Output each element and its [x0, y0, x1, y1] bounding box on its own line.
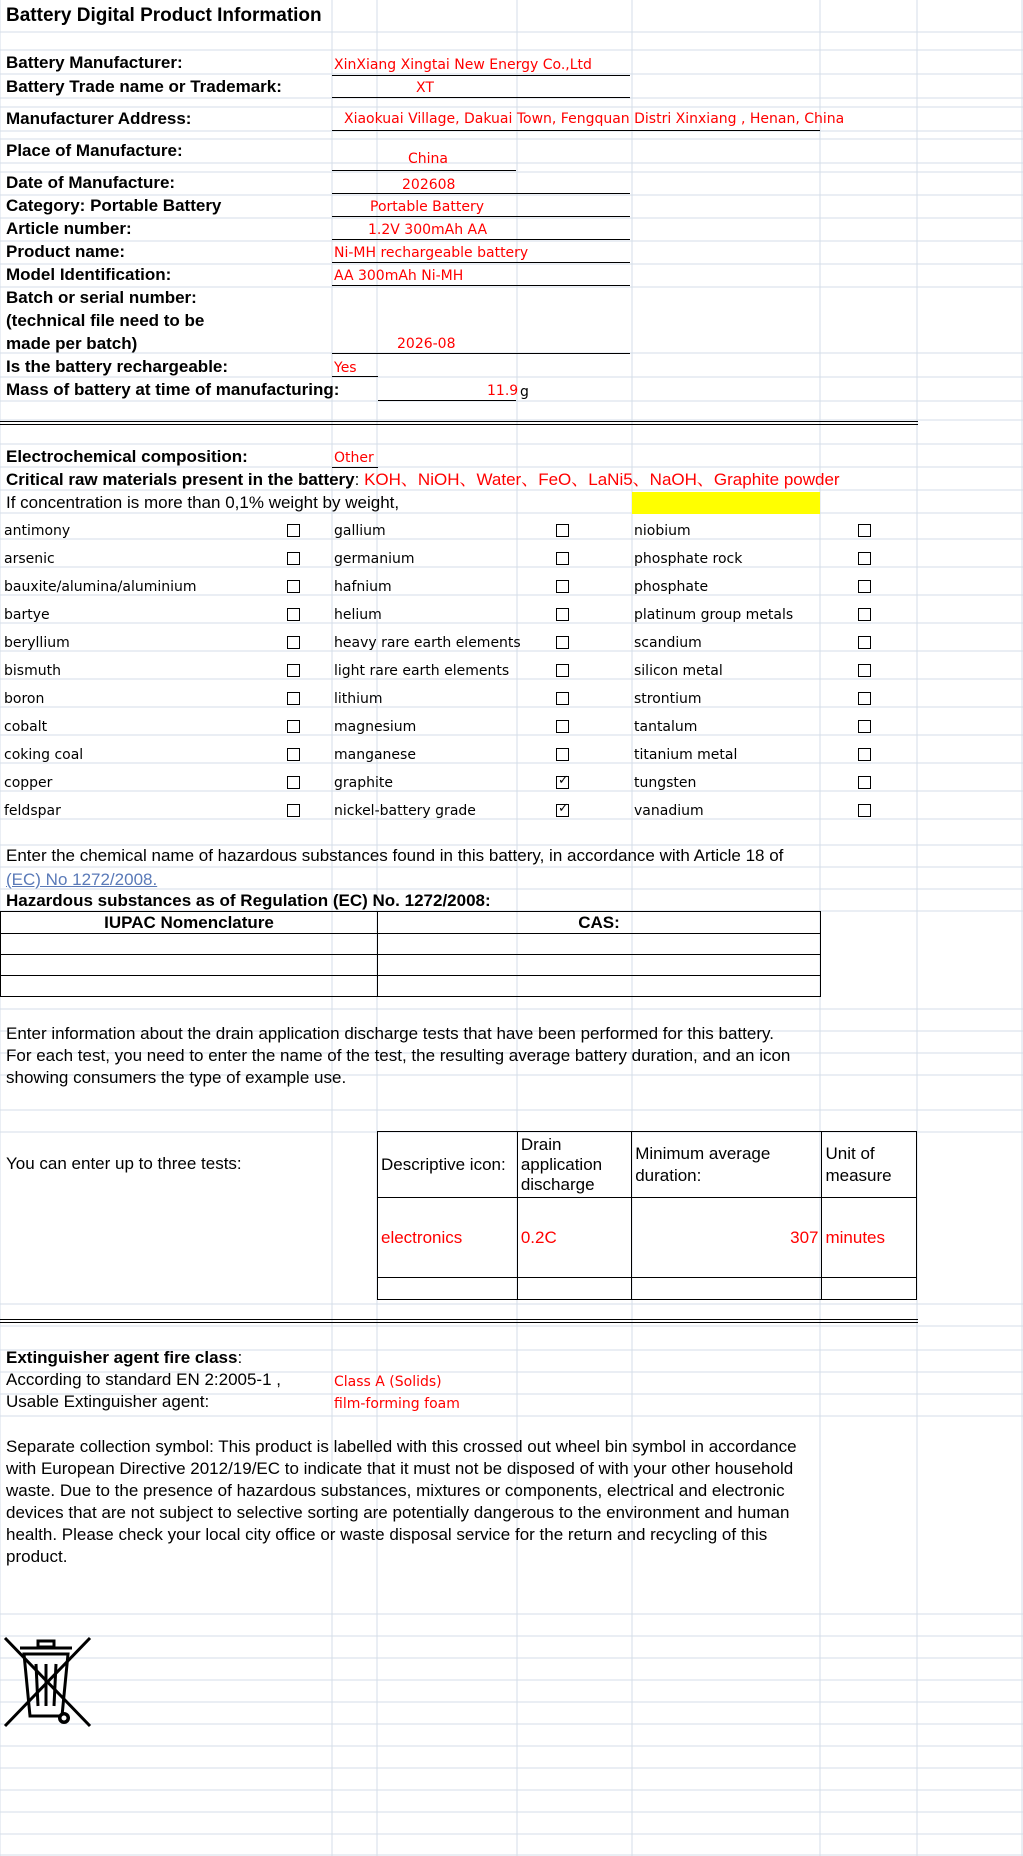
rechargeable-underline [332, 376, 378, 377]
material-checkbox-silicon-metal[interactable] [858, 664, 871, 677]
checkmark-icon: ✓ [558, 773, 569, 788]
empty-cell[interactable] [378, 1278, 518, 1300]
drain-header [517, 1132, 631, 1198]
extinguisher-label: Extinguisher agent fire class [6, 1348, 238, 1367]
material-label-tungsten: tungsten [634, 775, 697, 791]
trade-label: Battery Trade name or Trademark: [6, 77, 282, 96]
material-label-bismuth: bismuth [4, 663, 61, 679]
standard-label: According to standard EN 2:2005-1 , [6, 1370, 281, 1389]
material-label-phosphate: phosphate [634, 579, 709, 595]
row-min-cell[interactable]: 307 [632, 1198, 822, 1278]
material-checkbox-bartye[interactable] [287, 608, 300, 621]
material-checkbox-vanadium[interactable] [858, 804, 871, 817]
checkmark-icon: ✓ [558, 801, 569, 816]
material-checkbox-light-rare-earth-elements[interactable] [556, 664, 569, 677]
place-label: Place of Manufacture: [6, 141, 183, 160]
empty-cell[interactable] [822, 1278, 917, 1300]
product-label: Product name: [6, 242, 126, 261]
material-checkbox-boron[interactable] [287, 692, 300, 705]
drain-header-line2: application [520, 1154, 603, 1174]
material-checkbox-feldspar[interactable] [287, 804, 300, 817]
material-checkbox-tantalum[interactable] [858, 720, 871, 733]
material-checkbox-arsenic[interactable] [287, 552, 300, 565]
model-label: Model Identification: [6, 265, 172, 284]
material-checkbox-titanium-metal[interactable] [858, 748, 871, 761]
material-label-lithium: lithium [334, 691, 383, 707]
drain-header-line1: Drain [520, 1134, 562, 1154]
material-checkbox-nickel-battery-grade[interactable] [556, 801, 569, 817]
material-label-germanium: germanium [334, 551, 415, 567]
material-label-arsenic: arsenic [4, 551, 55, 567]
table-row [1, 976, 821, 997]
material-label-titanium-metal: titanium metal [634, 747, 738, 763]
date-value[interactable]: 202608 [402, 177, 456, 193]
batch-label-line2: (technical file need to be [6, 311, 205, 330]
mass-underline [378, 400, 516, 401]
material-label-coking-coal: coking coal [4, 747, 84, 763]
material-label-strontium: strontium [634, 691, 702, 707]
rechargeable-label: Is the battery rechargeable: [6, 357, 229, 376]
unit-header-line2: measure [825, 1165, 892, 1185]
composition-value[interactable]: Other [334, 450, 374, 466]
composition-label: Electrochemical composition: [6, 447, 248, 466]
material-label-graphite: graphite [334, 775, 393, 791]
material-checkbox-graphite[interactable] [556, 773, 569, 789]
article-value[interactable]: 1.2V 300mAh AA [368, 222, 488, 238]
address-value[interactable]: Xiaokuai Village, Dakuai Town, Fengquan Distri Xinxiang , Henan, China [344, 111, 845, 127]
discharge-intro-line1: Enter information about the drain application discharge tests that have been performed for this battery. [6, 1024, 774, 1043]
composition-underline [332, 467, 378, 468]
material-checkbox-bauxite-alumina-aluminium[interactable] [287, 580, 300, 593]
material-checkbox-copper[interactable] [287, 776, 300, 789]
section-divider-1 [0, 421, 918, 425]
crm-line [6, 470, 840, 490]
material-label-phosphate-rock: phosphate rock [634, 551, 743, 567]
extinguisher-colon: : [237, 1348, 243, 1367]
material-checkbox-germanium[interactable] [556, 552, 569, 565]
address-label: Manufacturer Address: [6, 109, 192, 128]
hazardous-table [0, 911, 821, 997]
hazardous-heading: Hazardous substances as of Regulation (EC) No. 1272/2008: [6, 891, 491, 910]
article-label: Article number: [6, 219, 132, 238]
iupac-cell[interactable] [1, 955, 378, 976]
regulation-link[interactable]: (EC) No 1272/2008. [6, 870, 158, 889]
material-label-scandium: scandium [634, 635, 702, 651]
min-header-line1: Minimum average [635, 1143, 771, 1163]
collection-text: Separate collection symbol: This product is labelled with this crossed out wheel bin symbol in accordance with European Directive 2012/19/EC to indicate that it must not be disposed of with your other household waste. Due to the presence of hazardous substances, mixtures or components, electrical and electronic devices that are not subject to selective sorting are potentially dangerous to the environment and human health. Please check your local city office or waste disposal service for the return and recycling of this product. [6, 1437, 797, 1566]
material-checkbox-coking-coal[interactable] [287, 748, 300, 761]
category-underline [332, 216, 630, 217]
batch-label-line3: made per batch) [6, 334, 138, 353]
standard-value[interactable]: Class A (Solids) [334, 1374, 442, 1390]
material-checkbox-niobium[interactable] [858, 524, 871, 537]
category-value[interactable]: Portable Battery [370, 199, 484, 215]
material-label-vanadium: vanadium [634, 803, 704, 819]
section-divider-2 [0, 1319, 918, 1323]
place-value[interactable]: China [408, 151, 448, 167]
batch-value[interactable]: 2026-08 [397, 336, 456, 352]
material-checkbox-beryllium[interactable] [287, 636, 300, 649]
material-checkbox-hafnium[interactable] [556, 580, 569, 593]
cas-header: CAS: [378, 912, 821, 934]
batch-label-line1: Batch or serial number: [6, 288, 197, 307]
highlight-cell [632, 492, 820, 514]
min-header-line2: duration: [635, 1165, 702, 1185]
empty-cell[interactable] [632, 1278, 822, 1300]
table-row [1, 955, 821, 976]
mass-value[interactable]: 11.9 [487, 383, 519, 399]
min-duration-header [632, 1132, 822, 1198]
manufacturer-value[interactable]: XinXiang Xingtai New Energy Co.,Ltd [334, 57, 592, 73]
date-label: Date of Manufacture: [6, 173, 176, 192]
crm-label: Critical raw materials present in the battery [6, 470, 355, 489]
material-label-tantalum: tantalum [634, 719, 698, 735]
concentration-note: If concentration is more than 0,1% weight by weight, [6, 493, 400, 512]
batch-underline [332, 353, 630, 354]
material-checkbox-helium[interactable] [556, 608, 569, 621]
material-checkbox-lithium[interactable] [556, 692, 569, 705]
extinguisher-line [6, 1348, 242, 1368]
icon-header: Descriptive icon: [378, 1132, 518, 1198]
material-label-hafnium: hafnium [334, 579, 392, 595]
row-drain-cell[interactable]: 0.2C [517, 1198, 631, 1278]
article-underline [332, 239, 630, 240]
trade-underline [332, 97, 630, 98]
crossed-out-wheelie-bin-icon [2, 1634, 92, 1730]
crm-value[interactable]: KOH、NiOH、Water、FeO、LaNi5、NaOH、Graphite powder [364, 470, 840, 489]
material-checkbox-tungsten[interactable] [858, 776, 871, 789]
material-label-cobalt: cobalt [4, 719, 48, 735]
unit-header [822, 1132, 917, 1198]
material-checkbox-cobalt[interactable] [287, 720, 300, 733]
material-label-beryllium: beryllium [4, 635, 70, 651]
material-label-helium: helium [334, 607, 382, 623]
cas-cell[interactable] [378, 976, 821, 997]
material-label-platinum-group-metals: platinum group metals [634, 607, 794, 623]
rechargeable-value[interactable]: Yes [334, 360, 357, 376]
trade-value[interactable]: XT [416, 80, 434, 96]
category-label: Category: Portable Battery [6, 196, 222, 215]
page-title: Battery Digital Product Information [6, 5, 322, 26]
hazardous-intro: Enter the chemical name of hazardous substances found in this battery, in accordance with Article 18 of [6, 846, 784, 865]
material-label-gallium: gallium [334, 523, 386, 539]
discharge-intro-line2: For each test, you need to enter the name of the test, the resulting average battery duration, and an icon [6, 1046, 791, 1065]
material-label-light-rare-earth-elements: light rare earth elements [334, 663, 510, 679]
row-icon-cell[interactable]: electronics [378, 1198, 518, 1278]
material-label-bauxite-alumina-aluminium: bauxite/alumina/aluminium [4, 579, 197, 595]
unit-header-line1: Unit of [825, 1143, 875, 1163]
material-label-bartye: bartye [4, 607, 50, 623]
model-underline [332, 285, 630, 286]
manufacturer-underline [332, 75, 630, 76]
address-underline [332, 130, 820, 131]
product-value[interactable]: Ni-MH rechargeable battery [334, 245, 529, 261]
material-checkbox-scandium[interactable] [858, 636, 871, 649]
agent-label: Usable Extinguisher agent: [6, 1392, 210, 1411]
table-row [378, 1278, 917, 1300]
table-row [1, 934, 821, 955]
material-checkbox-strontium[interactable] [858, 692, 871, 705]
drain-header-line3: discharge [520, 1174, 595, 1194]
place-underline [332, 170, 516, 171]
iupac-header: IUPAC Nomenclature [1, 912, 378, 934]
material-label-heavy-rare-earth-elements: heavy rare earth elements [334, 635, 521, 651]
iupac-cell[interactable] [1, 976, 378, 997]
material-checkbox-gallium[interactable] [556, 524, 569, 537]
crm-colon: : [354, 470, 360, 489]
discharge-table [377, 1131, 917, 1300]
material-label-niobium: niobium [634, 523, 691, 539]
material-checkbox-antimony[interactable] [287, 524, 300, 537]
date-underline [332, 193, 630, 194]
material-label-feldspar: feldspar [4, 803, 61, 819]
up-to-three-tests: You can enter up to three tests: [6, 1154, 242, 1173]
material-label-antimony: antimony [4, 523, 71, 539]
iupac-cell[interactable] [1, 934, 378, 955]
material-label-nickel-battery-grade: nickel-battery grade [334, 803, 476, 819]
cas-cell[interactable] [378, 955, 821, 976]
product-underline [332, 262, 630, 263]
manufacturer-label: Battery Manufacturer: [6, 53, 183, 72]
material-checkbox-phosphate[interactable] [858, 580, 871, 593]
model-value[interactable]: AA 300mAh Ni-MH [334, 268, 464, 284]
material-label-manganese: manganese [334, 747, 416, 763]
material-checkbox-platinum-group-metals[interactable] [858, 608, 871, 621]
mass-label: Mass of battery at time of manufacturing: [6, 380, 340, 399]
material-checkbox-bismuth[interactable] [287, 664, 300, 677]
mass-unit: g [520, 384, 529, 400]
material-label-boron: boron [4, 691, 45, 707]
material-checkbox-heavy-rare-earth-elements[interactable] [556, 636, 569, 649]
table-row [378, 1198, 917, 1278]
material-label-silicon-metal: silicon metal [634, 663, 723, 679]
cas-cell[interactable] [378, 934, 821, 955]
agent-value[interactable]: film-forming foam [334, 1396, 460, 1412]
material-checkbox-magnesium[interactable] [556, 720, 569, 733]
material-label-magnesium: magnesium [334, 719, 417, 735]
material-checkbox-manganese[interactable] [556, 748, 569, 761]
empty-cell[interactable] [517, 1278, 631, 1300]
discharge-intro-line3: showing consumers the type of example use. [6, 1068, 347, 1087]
material-checkbox-phosphate-rock[interactable] [858, 552, 871, 565]
row-unit-cell[interactable]: minutes [822, 1198, 917, 1278]
material-label-copper: copper [4, 775, 53, 791]
